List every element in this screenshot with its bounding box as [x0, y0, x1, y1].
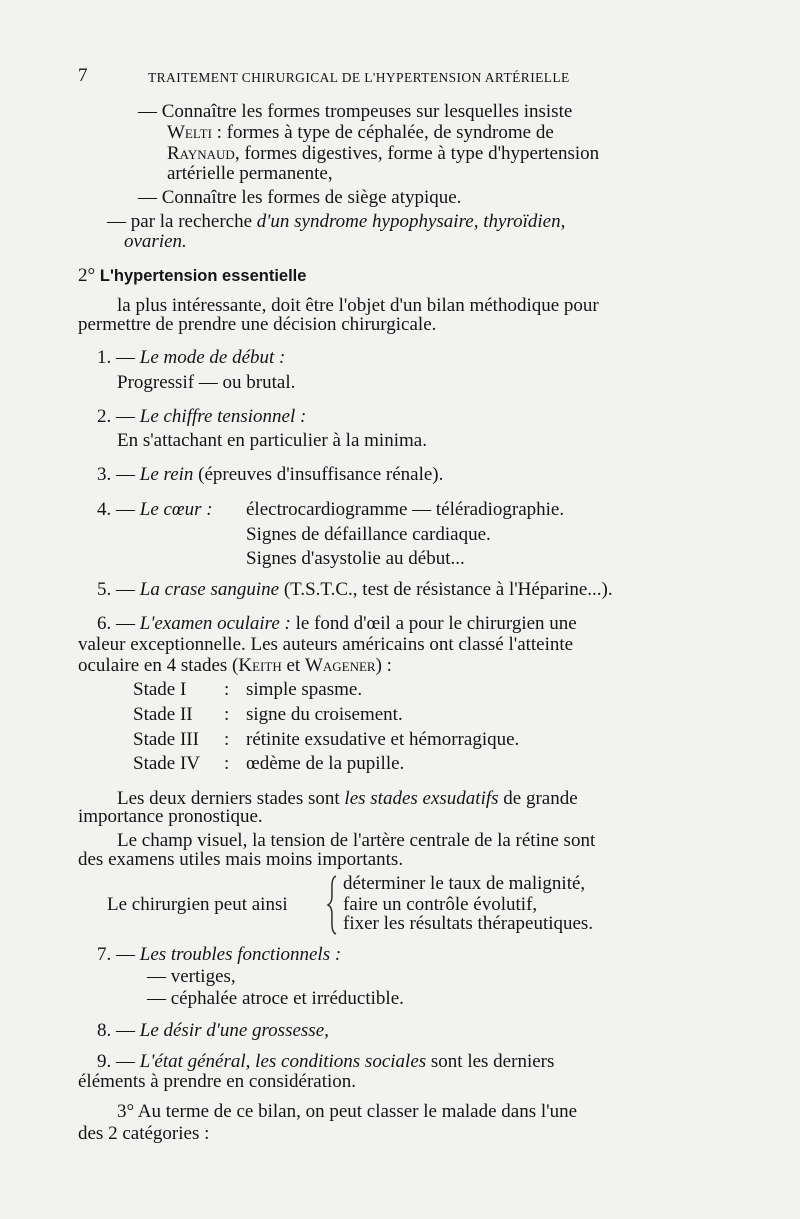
- item-number: 3. —: [97, 464, 135, 485]
- text-span: de grande: [498, 788, 578, 809]
- section-number: 3°: [117, 1101, 135, 1122]
- list-item: [97, 347, 285, 369]
- author-name: Wagener: [304, 655, 376, 676]
- list-item: [97, 613, 577, 635]
- stade-label: Stade IV: [133, 753, 201, 774]
- text-span: : formes à type de céphalée, de syndrome de: [211, 122, 554, 143]
- text-span: , formes digestives, forme à type d'hypertension: [234, 143, 600, 164]
- text-span: Les deux derniers stades sont: [117, 788, 345, 809]
- text-line: déterminer le taux de malignité,: [343, 873, 586, 894]
- list-item: [97, 944, 341, 966]
- text-line: électrocardiogramme — téléradiographie.: [246, 499, 565, 520]
- text-span: oculaire en 4 stades (: [78, 655, 239, 676]
- item-number: 8. —: [97, 1020, 135, 1041]
- stade-label: Stade II: [133, 704, 193, 725]
- text-line: [107, 211, 565, 233]
- text-line: des 2 catégories :: [78, 1123, 210, 1144]
- list-item: [97, 499, 213, 521]
- text-span: — par la recherche: [107, 211, 257, 232]
- stade-desc: signe du croisement.: [246, 704, 403, 725]
- text-line: ovarien.: [124, 231, 187, 252]
- text-line: artérielle permanente,: [167, 163, 333, 184]
- text-line: permettre de prendre une décision chirurgicale.: [78, 314, 437, 335]
- list-item: [97, 464, 443, 486]
- text-line: Signes de défaillance cardiaque.: [246, 524, 491, 545]
- item-number: 1. —: [97, 347, 135, 368]
- text-line: faire un contrôle évolutif,: [343, 894, 538, 915]
- text-span: le fond d'œil a pour le chirurgien une: [290, 613, 577, 634]
- text-line: Le champ visuel, la tension de l'artère centrale de la rétine sont: [117, 830, 596, 851]
- list-item: [97, 1051, 554, 1073]
- text-line: Le chirurgien peut ainsi: [107, 894, 288, 915]
- item-number: 7. —: [97, 944, 135, 965]
- section-title: L'hypertension essentielle: [99, 267, 307, 285]
- item-number: 6. —: [97, 613, 135, 634]
- text-span: et: [281, 655, 305, 676]
- brace-icon: [326, 874, 340, 936]
- item-title: L'examen oculaire :: [139, 613, 291, 634]
- text-line: En s'attachant en particulier à la minima.: [117, 430, 427, 451]
- page-number: 7: [78, 65, 88, 86]
- text-line: [78, 655, 392, 677]
- item-title: Le mode de début :: [139, 347, 286, 368]
- item-number: 4. —: [97, 499, 135, 520]
- item-number: 5. —: [97, 579, 135, 600]
- item-title: La crase sanguine: [139, 579, 280, 600]
- stade-desc: œdème de la pupille.: [246, 753, 405, 774]
- item-title: Le rein: [139, 464, 194, 485]
- author-name: Welti: [167, 122, 212, 143]
- list-item: [97, 579, 613, 601]
- section-number: 2°: [78, 265, 96, 286]
- stade-label: Stade III: [133, 729, 199, 750]
- list-item: [97, 406, 306, 428]
- text-line: la plus intéressante, doit être l'objet d'un bilan méthodique pour: [117, 295, 599, 316]
- text-line: Progressif — ou brutal.: [117, 372, 296, 393]
- item-number: 2. —: [97, 406, 135, 427]
- text-span: ) :: [375, 655, 392, 676]
- stade-desc: rétinite exsudative et hémorragique.: [246, 729, 520, 750]
- text-line: importance pronostique.: [78, 806, 263, 827]
- running-title: TRAITEMENT CHIRURGICAL DE L'HYPERTENSION ARTÉRIELLE: [148, 70, 570, 85]
- item-number: 9. —: [97, 1051, 135, 1072]
- author-name: Keith: [238, 655, 282, 676]
- text-line: — céphalée atroce et irréductible.: [147, 988, 404, 1009]
- text-line: valeur exceptionnelle. Les auteurs américains ont classé l'atteinte: [78, 634, 574, 655]
- item-title: Le désir d'une grossesse,: [139, 1020, 329, 1041]
- text-span: Au terme de ce bilan, on peut classer le malade dans l'une: [134, 1101, 578, 1122]
- text-line: — Connaître les formes de siège atypique.: [138, 187, 462, 208]
- text-line: Signes d'asystolie au début...: [246, 548, 465, 569]
- text-line: [167, 122, 554, 144]
- section-heading: [78, 265, 306, 287]
- stade-sep: :: [224, 704, 230, 725]
- stade-label: Stade I: [133, 679, 187, 700]
- stade-sep: :: [224, 679, 230, 700]
- item-title: L'état général, les conditions sociales: [139, 1051, 427, 1072]
- text-line: [167, 143, 599, 165]
- italic-span: les stades exsudatifs: [344, 788, 499, 809]
- text-line: des examens utiles mais moins importants.: [78, 849, 404, 870]
- text-line: [117, 1101, 577, 1123]
- text-span: (épreuves d'insuffisance rénale).: [193, 464, 444, 485]
- stade-desc: simple spasme.: [246, 679, 363, 700]
- list-item: [97, 1020, 329, 1042]
- text-line: — vertiges,: [147, 966, 236, 987]
- item-title: Le chiffre tensionnel :: [139, 406, 307, 427]
- author-name: Raynaud: [167, 143, 235, 164]
- text-line: éléments à prendre en considération.: [78, 1071, 357, 1092]
- item-title: Le cœur :: [139, 499, 213, 520]
- text-span: (T.S.T.C., test de résistance à l'Héparine...).: [279, 579, 613, 600]
- item-title: Les troubles fonctionnels :: [139, 944, 342, 965]
- text-span: sont les derniers: [426, 1051, 555, 1072]
- text-line: — Connaître les formes trompeuses sur lesquelles insiste: [138, 101, 573, 122]
- text-line: fixer les résultats thérapeutiques.: [343, 913, 594, 934]
- italic-span: d'un syndrome hypophysaire, thyroïdien,: [256, 211, 566, 232]
- stade-sep: :: [224, 753, 230, 774]
- stade-sep: :: [224, 729, 230, 750]
